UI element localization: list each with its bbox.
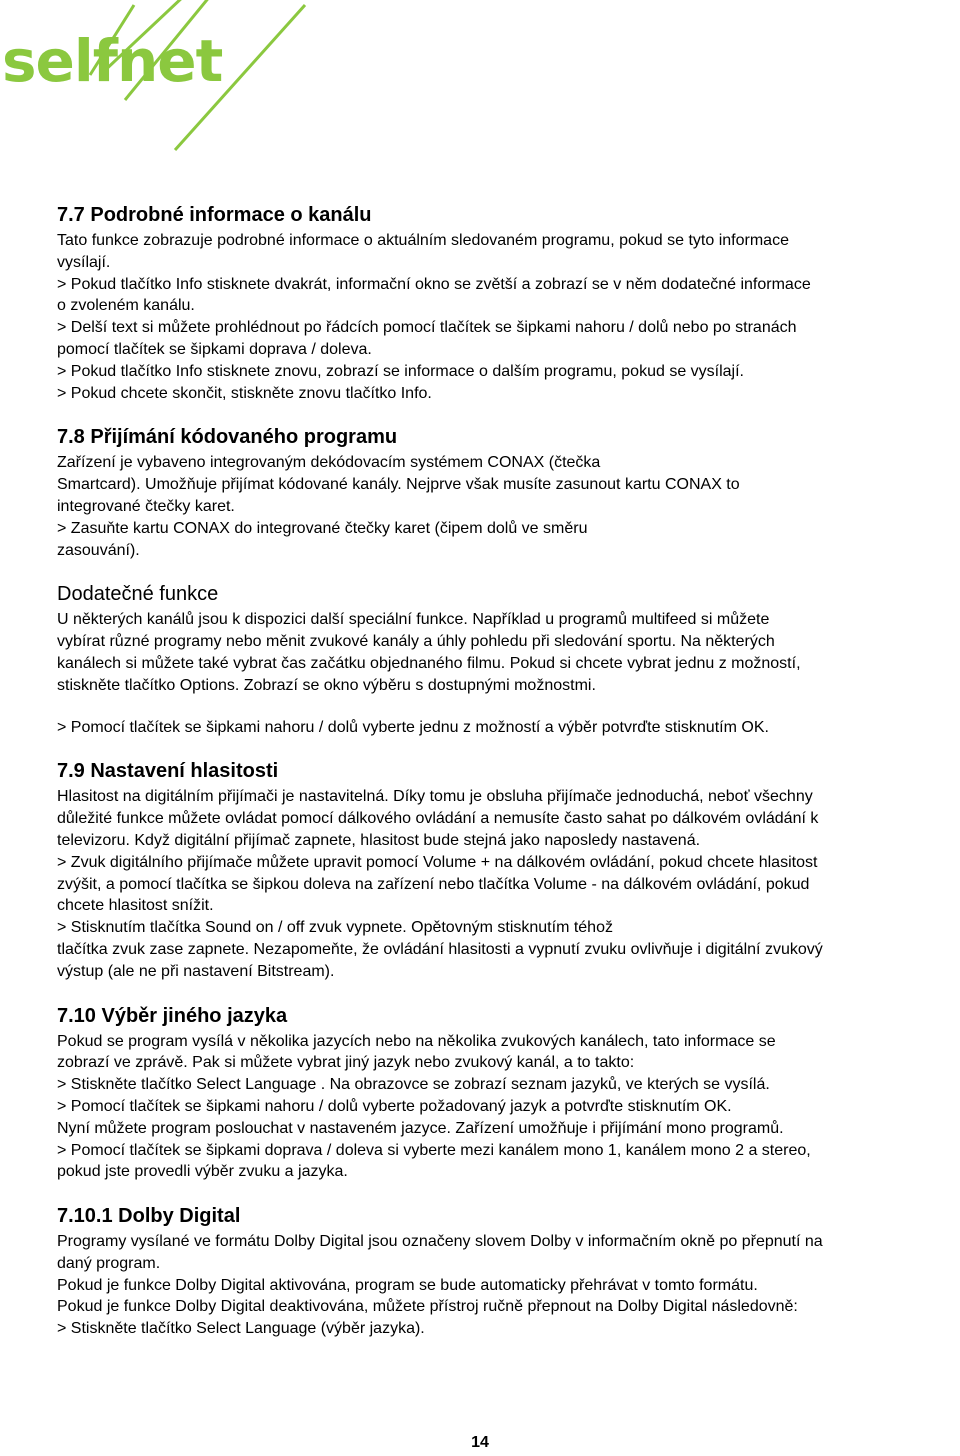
section-extra-functions [57,579,957,738]
section-heading: 7.8 Přijímání kódovaného programu [57,426,398,449]
section-text [57,452,957,561]
section-text [57,230,957,404]
text-line: stiskněte tlačítko Options. Zobrazí se okno výběru s dostupnými možnostmi. [57,676,596,694]
text-line: kanálech si můžete také vybrat čas začátku objednaného filmu. Pokud si chcete vybrat jednu z možností, [57,654,801,672]
section-text [57,786,957,982]
text-line: zasouvání). [57,541,140,559]
text-line: o zvoleném kanálu. [57,297,195,315]
text-line: tlačítka zvuk zase zapnete. Nezapomeňte, že ovládání hlasitosti a vypnutí zvuku ovlivňuje i digitální zvukový [57,940,823,958]
section-7-10 [57,1001,957,1184]
section-7-7 [57,200,957,404]
section-7-10-1 [57,1201,957,1340]
section-heading: 7.10.1 Dolby Digital [57,1205,241,1228]
text-line: > Pokud tlačítko Info stisknete znovu, zobrazí se informace o dalším programu, pokud se vysílají. [57,362,744,380]
text-line: výstup (ale ne při nastavení Bitstream). [57,962,335,980]
section-text [57,717,957,739]
text-line: Nyní můžete program poslouchat v nastaveném jazyce. Zařízení umožňuje i přijímání mono programů. [57,1119,784,1137]
text-line: > Pokud tlačítko Info stisknete dvakrát, informační okno se zvětší a zobrazí se v něm dodatečné informace [57,275,811,293]
text-line: > Stisknutím tlačítka Sound on / off zvuk vypnete. Opětovným stisknutím téhož [57,919,613,937]
section-heading: 7.10 Výběr jiného jazyka [57,1004,288,1027]
text-line: > Stiskněte tlačítko Select Language . Na obrazovce se zobrazí seznam jazyků, ve kterých se vysílá. [57,1076,770,1094]
text-line: Pokud se program vysílá v několika jazycích nebo na několika zvukových kanálech, tato informace se [57,1032,776,1050]
text-line: > Pomocí tlačítek se šipkami nahoru / dolů vyberte jednu z možností a výběr potvrďte stisknutím OK. [57,718,769,736]
text-line: Smartcard). Umožňuje přijímat kódované kanály. Nejprve však musíte zasunout kartu CONAX to [57,476,740,494]
text-line: > Pokud chcete skončit, stiskněte znovu tlačítko Info. [57,384,432,402]
text-line: pomocí tlačítek se šipkami doprava / doleva. [57,340,372,358]
text-line: daný program. [57,1254,161,1272]
text-line: televizoru. Když digitální přijímač zapnete, hlasitost bude stejná jako naposledy nastavená. [57,831,701,849]
section-text [57,1231,957,1340]
section-heading: 7.7 Podrobné informace o kanálu [57,204,372,226]
text-line: Zařízení je vybaveno integrovaným dekódovacím systémem CONAX (čtečka [57,454,601,472]
text-line: > Pomocí tlačítek se šipkami nahoru / dolů vyberte požadovaný jazyk a potvrďte stisknutím OK. [57,1097,732,1115]
text-line: vybírat různé programy nebo měnit zvukové kanály a úhly pohledu při sledování sportu. Na některých [57,633,775,651]
logo-text: selfnet [2,27,223,95]
section-heading: 7.9 Nastavení hlasitosti [57,760,279,783]
text-line: chcete hlasitost snížit. [57,897,214,915]
text-line: > Delší text si můžete prohlédnout po řádcích pomocí tlačítek se šipkami nahoru / dolů nebo po stranách [57,319,797,337]
section-7-8 [57,422,957,561]
paragraph-gap [57,697,957,717]
text-line: > Zasuňte kartu CONAX do integrované čtečky karet (čipem dolů ve směru [57,519,588,537]
section-7-9 [57,756,957,982]
text-line: Hlasitost na digitálním přijímači je nastavitelná. Díky tomu je obsluha přijímače jednoduchá, neboť všechny [57,788,813,806]
section-heading: Dodatečné funkce [57,583,219,606]
section-text [57,1031,957,1184]
text-line: pokud jste provedli výběr zvuku a jazyka. [57,1163,348,1181]
selfnet-logo [0,0,320,160]
page-number: 14 [471,1434,489,1451]
text-line: U některých kanálů jsou k dispozici další speciální funkce. Například u programů multifeed si můžete [57,611,770,629]
document-body [57,200,957,1358]
text-line: > Stiskněte tlačítko Select Language (výběr jazyka). [57,1320,425,1338]
text-line: vysílají. [57,253,111,271]
text-line: > Pomocí tlačítek se šipkami doprava / doleva si vyberte mezi kanálem mono 1, kanálem mono 2 a stereo, [57,1141,811,1159]
text-line: Pokud je funkce Dolby Digital aktivována, program se bude automaticky přehrávat v tomto formátu. [57,1276,758,1294]
text-line: důležité funkce můžete ovládat pomocí dálkového ovládání a nemusíte často sahat po dálkovém ovládání k [57,810,819,828]
section-text [57,609,957,696]
text-line: Programy vysílané ve formátu Dolby Digital jsou označeny slovem Dolby v informačním okně po přepnutí na [57,1233,823,1251]
text-line: integrované čtečky karet. [57,497,235,515]
text-line: > Zvuk digitálního přijímače můžete upravit pomocí Volume + na dálkovém ovládání, pokud chcete hlasitost [57,853,818,871]
text-line: zvýšit, a pomocí tlačítka se šipkou doleva na zařízení nebo tlačítka Volume - na dálkovém ovládání, pokud [57,875,810,893]
text-line: zobrazí ve zprávě. Pak si můžete vybrat jiný jazyk nebo zvukový kanál, a to takto: [57,1054,635,1072]
text-line: Pokud je funkce Dolby Digital deaktivována, můžete přístroj ručně přepnout na Dolby Digital následovně: [57,1298,798,1316]
text-line: Tato funkce zobrazuje podrobné informace o aktuálním sledovaném programu, pokud se tyto informace [57,232,789,249]
